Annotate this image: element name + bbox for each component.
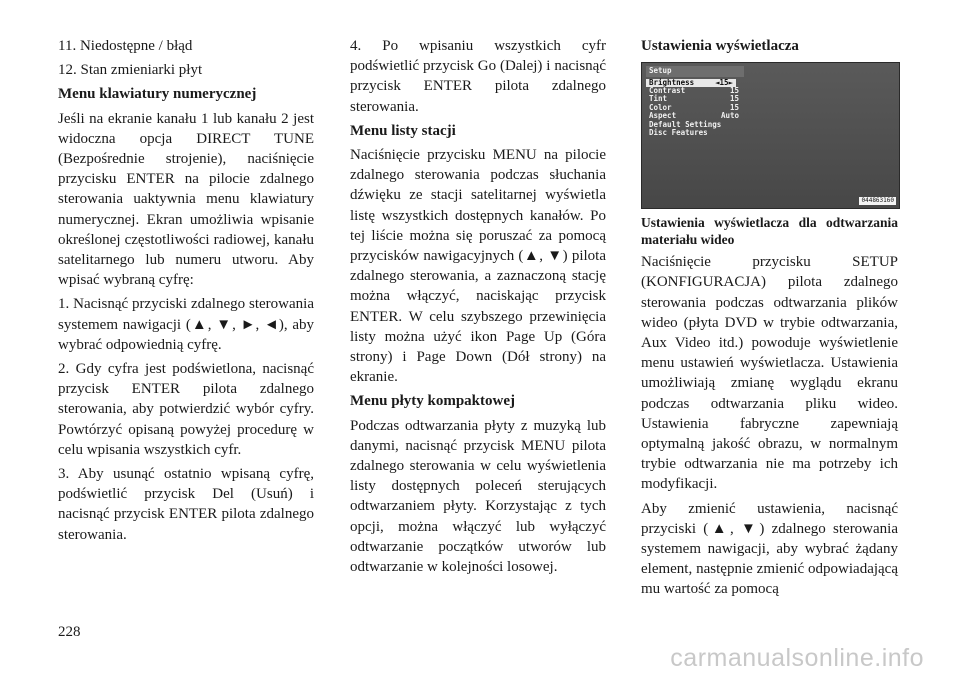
heading-keyboard-menu: Menu klawiatury numerycznej bbox=[58, 86, 257, 103]
menu-row-label: Default Settings bbox=[649, 119, 722, 129]
column-middle bbox=[350, 36, 606, 581]
column-right bbox=[641, 36, 898, 604]
column-left bbox=[58, 36, 314, 549]
menu-row-label: Color bbox=[649, 102, 672, 112]
figure-caption: Ustawienia wyświetlacza dla odtwarzania materiału wideo bbox=[641, 215, 898, 248]
display-settings-screenshot bbox=[641, 62, 900, 209]
heading-cd-menu: Menu płyty kompaktowej bbox=[350, 393, 516, 410]
menu-row-value: 15 bbox=[729, 94, 739, 104]
menu-row-disc-features bbox=[646, 129, 742, 137]
menu-row-value: 15 bbox=[729, 86, 739, 96]
paragraph-cd-menu: Podczas odtwarzania płyty z muzyką lub danymi, nacisnąć przycisk MENU pilota zdalnego sterowania w celu wyświetlenia listy dostępnych poleceń sterujących odtwarzaniem płyty. Korzystając z tych opcji, można włączyć lub wyłączyć odtwarzanie początków utworów lub odtwarzanie w kolejności losowej. bbox=[350, 417, 606, 576]
paragraph-station-list: Naciśnięcie przycisku MENU na pilocie zdalnego sterowania podczas słuchania dźwięku ze stacji satelitarnej wyświetla listę wszystkich dostępnych kanałów. Po tej liście można się poruszać za pomocą przycisków nawigacyjnych (▲, ▼) pilota zdalnego sterowania, a zaznaczoną stację można włączyć, naciskając przycisk ENTER. W celu szybszego przewinięcia listy można użyć ikon Page Up (Góra strony) i Page Down (Dół strony) na ekranie. bbox=[350, 147, 606, 386]
watermark: carmanualsonline.info bbox=[670, 644, 924, 672]
step-4: 4. Po wpisaniu wszystkich cyfr podświetlić przycisk Go (Dalej) i nacisnąć przycisk ENTER pilota zdalnego sterowania. bbox=[350, 38, 606, 115]
paragraph-setup: Naciśnięcie przycisku SETUP (KONFIGURACJA) pilota zdalnego sterowania podczas odtwarzania plików wideo (płyta DVD w trybie odtwarzania, Aux Video itd.) powoduje wyświetlenie menu ustawień wyświetlacza. Ustawienia umożliwiają zmianę wyglądu ekranu podczas odtwarzania pliku wideo. Ustawienia fabryczne zapewniają optymalną jakość obrazu, w normalnym trybie odtwarzania nie ma potrzeby ich modyfikacji. bbox=[641, 254, 898, 493]
list-item-11: 11. Niedostępne / błąd bbox=[58, 38, 193, 54]
heading-display-settings: Ustawienia wyświetlacza bbox=[641, 38, 799, 54]
paragraph-keyboard-menu: Jeśli na ekranie kanału 1 lub kanału 2 jest widoczna opcja DIRECT TUNE (Bezpośrednie strojenie), naciśnięcie przycisku ENTER na pilocie zdalnego sterowania uaktywnia menu klawiatury numerycznej. Ekran umożliwia wpisanie określonej częstotliwości radiowej, kanału satelitarnego lub numeru utworu. Aby wpisać wybraną cyfrę: bbox=[58, 110, 314, 289]
menu-row-label: Tint bbox=[649, 94, 668, 104]
page-number: 228 bbox=[58, 624, 81, 640]
menu-row-value: ◄15► bbox=[714, 77, 733, 87]
heading-station-list: Menu listy stacji bbox=[350, 122, 456, 139]
menu-row-value: Auto bbox=[720, 111, 739, 121]
list-item-12: 12. Stan zmieniarki płyt bbox=[58, 62, 203, 79]
setup-menu-title: Setup bbox=[646, 66, 744, 76]
setup-menu bbox=[646, 66, 742, 137]
menu-row-label: Contrast bbox=[649, 86, 686, 96]
menu-row-label: Aspect bbox=[649, 111, 677, 121]
step-3: 3. Aby usunąć ostatnio wpisaną cyfrę, podświetlić przycisk Del (Usuń) i nacisnąć przycisk ENTER pilota zdalnego sterowania. bbox=[58, 466, 314, 543]
step-2: 2. Gdy cyfra jest podświetlona, nacisnąć przycisk ENTER pilota zdalnego sterowania, aby potwierdzić wybór cyfry. Powtórzyć opisaną powyżej procedurę w celu wpisania wszystkich cyfr. bbox=[58, 361, 314, 458]
menu-row-value: 15 bbox=[729, 102, 739, 112]
menu-row-label: Disc Features bbox=[649, 128, 708, 138]
image-code: 044863160 bbox=[861, 196, 894, 204]
step-1: 1. Nacisnąć przyciski zdalnego sterowania systemem nawigacji (▲, ▼, ►, ◄), aby wybrać odpowiednią cyfrę. bbox=[58, 296, 314, 353]
menu-row-label: Brightness bbox=[649, 77, 695, 87]
paragraph-change-settings: Aby zmienić ustawienia, nacisnąć przyciski (▲, ▼) zdalnego sterowania systemem nawigacji, aby wybrać żądany element, następnie zmienić odpowiadającą mu wartość za pomocą bbox=[641, 500, 898, 598]
